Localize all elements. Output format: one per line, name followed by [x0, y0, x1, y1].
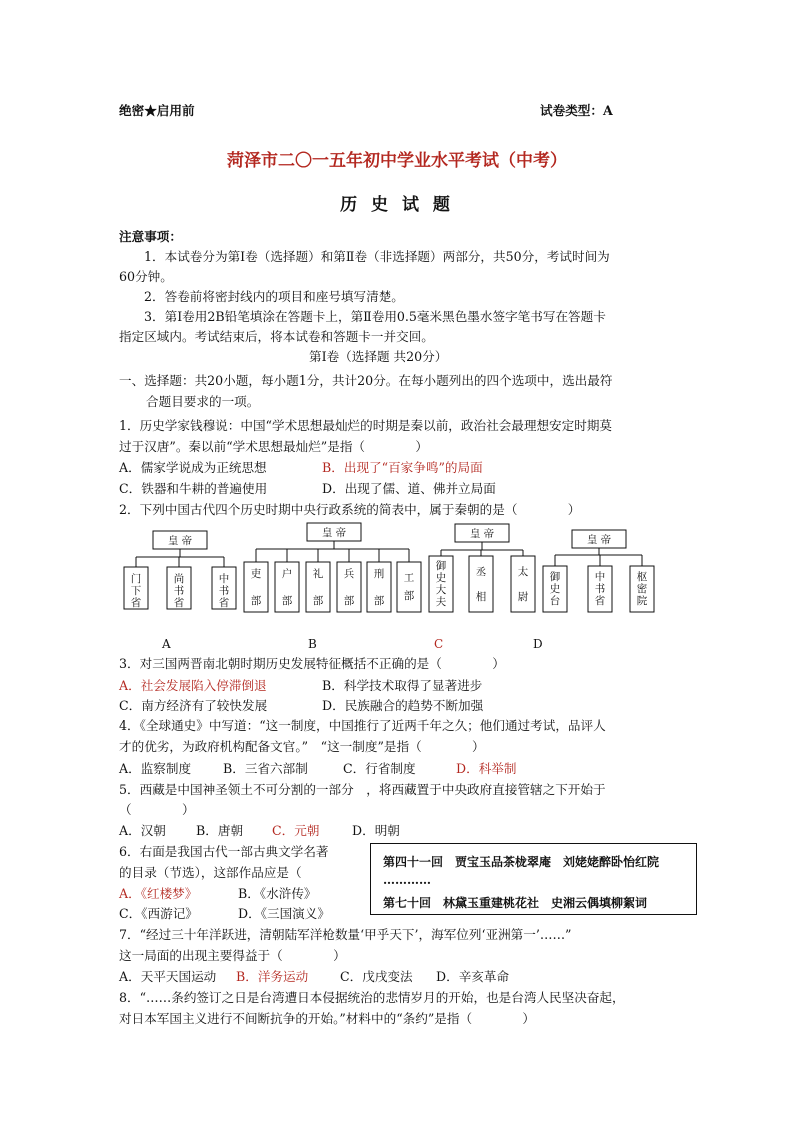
svg-text:御: 御 — [435, 560, 447, 572]
diagram-c-emperor: 皇 帝 — [469, 528, 495, 540]
svg-text:礼: 礼 — [312, 568, 324, 580]
subject-title: 历 史 试 题 — [340, 195, 454, 215]
svg-text:院: 院 — [636, 595, 648, 607]
svg-text:部: 部 — [403, 590, 415, 602]
q3-option-b: B．科学技术取得了显著进步 — [322, 678, 483, 693]
q2-diagrams — [0, 520, 794, 620]
q6-option-a: A．《红楼梦》 — [119, 886, 198, 901]
q2-label-d: D — [533, 637, 543, 651]
q7-stem-line-2: 这一局面的出现主要得益于（ ） — [119, 948, 346, 963]
novel-table-of-contents — [370, 843, 697, 915]
confidential-mark: 绝密★启用前 — [119, 103, 195, 118]
svg-text:台: 台 — [549, 595, 561, 607]
notes-heading: 注意事项： — [119, 229, 182, 244]
svg-text:太: 太 — [517, 566, 529, 578]
q1-stem-line-1: 1．历史学家钱穆说：中国“学术思想最灿烂的时期是秦以前，政治社会最理想安定时期莫 — [119, 418, 613, 433]
svg-text:史: 史 — [549, 583, 561, 595]
q5-option-d: D．明朝 — [352, 823, 400, 838]
q2-stem: 2．下列中国古代四个历史时期中央行政系统的简表中，属于秦朝的是（ ） — [119, 502, 581, 517]
q5-option-a: A．汉朝 — [119, 823, 166, 838]
paper-type: 试卷类型：A — [540, 103, 613, 118]
svg-text:书: 书 — [173, 585, 185, 597]
q2-label-c: C — [434, 637, 444, 651]
svg-text:史: 史 — [435, 572, 447, 584]
svg-text:丞: 丞 — [475, 566, 487, 578]
q6-option-d: D．《三国演义》 — [238, 906, 330, 921]
diagram-b-emperor: 皇 帝 — [321, 527, 347, 539]
note-1-line-2: 60分钟。 — [119, 269, 173, 284]
q8-stem-line-2: 对日本军国主义进行不间断抗争的开始。”材料中的“条约”是指（ ） — [119, 1011, 536, 1026]
q7-option-d: D．辛亥革命 — [436, 969, 510, 984]
q6-stem-line-1: 6．右面是我国古代一部古典文学名著 — [119, 844, 329, 859]
diagram-d-emperor: 皇 帝 — [586, 534, 612, 546]
note-3-line-1: 3．第Ⅰ卷用2B铅笔填涂在答题卡上，第Ⅱ卷用0.5毫米黑色墨水签字笔书写在答题卡 — [144, 309, 606, 324]
section-1-line-2: 合题目要求的一项。 — [146, 394, 260, 409]
diagram-a-emperor: 皇 帝 — [167, 535, 193, 547]
note-3-line-2: 指定区域内。考试结束后，将本试卷和答题卡一并交回。 — [119, 329, 434, 344]
q5-option-b: B．唐朝 — [196, 823, 244, 838]
svg-text:部: 部 — [343, 595, 355, 607]
svg-text:吏: 吏 — [250, 568, 262, 580]
svg-text:书: 书 — [594, 583, 606, 595]
q7-option-c: C．戊戌变法 — [340, 969, 413, 984]
q6-option-c: C．《西游记》 — [119, 906, 198, 921]
q1-option-b: B．出现了“百家争鸣”的局面 — [322, 460, 483, 475]
svg-text:省: 省 — [173, 597, 185, 609]
svg-text:省: 省 — [130, 597, 142, 609]
toc-ellipsis: ………… — [383, 873, 431, 887]
q2-label-b: B — [308, 637, 317, 651]
svg-text:部: 部 — [312, 595, 324, 607]
q2-label-a: A — [162, 637, 171, 651]
q3-option-c: C．南方经济有了较快发展 — [119, 698, 268, 713]
svg-text:部: 部 — [250, 595, 262, 607]
svg-text:密: 密 — [636, 583, 648, 595]
q4-option-d: D．科举制 — [456, 761, 517, 776]
svg-text:枢: 枢 — [636, 571, 648, 583]
section-1-line-1: 一、选择题：共20小题，每小题1分，共计20分。在每小题列出的四个选项中，选出最符 — [119, 373, 613, 388]
q5-option-c: C．元朝 — [272, 823, 320, 838]
q7-option-a: A．天平天国运动 — [119, 969, 217, 984]
note-2: 2．答卷前将密封线内的项目和座号填写清楚。 — [144, 289, 404, 304]
q1-stem-line-2: 过于汉唐”。秦以前“学术思想最灿烂”是指（ ） — [119, 439, 428, 454]
svg-text:夫: 夫 — [435, 596, 447, 608]
svg-text:相: 相 — [475, 591, 487, 603]
svg-text:工: 工 — [403, 572, 415, 584]
svg-text:下: 下 — [130, 585, 142, 597]
q8-stem-line-1: 8．“……条约签订之日是台湾遭日本侵据统治的悲情岁月的开始，也是台湾人民坚决奋起， — [119, 990, 625, 1005]
q4-option-b: B．三省六部制 — [223, 761, 308, 776]
svg-text:省: 省 — [594, 595, 606, 607]
q5-stem-line-1: 5．西藏是中国神圣领土不可分割的一部分 ，将西藏置于中央政府直接管辖之下开始于 — [119, 782, 606, 797]
q6-option-b: B．《水浒传》 — [238, 886, 317, 901]
q1-option-c: C．铁器和牛耕的普遍使用 — [119, 481, 268, 496]
toc-line-1: 第四十一回 贾宝玉品茶栊翠庵 刘姥姥醉卧怡红院 — [383, 855, 660, 869]
q4-option-a: A．监察制度 — [119, 761, 192, 776]
q7-stem-line-1: 7．“经过三十年洋跃进，清朝陆军洋枪数量‘甲乎天下’，海军位列‘亚洲第一’……” — [119, 927, 572, 942]
exam-title: 菏泽市二〇一五年初中学业水平考试（中考） — [227, 151, 567, 171]
q3-stem: 3．对三国两晋南北朝时期历史发展特征概括不正确的是（ ） — [119, 656, 505, 671]
part-1-heading: 第Ⅰ卷（选择题 共20分） — [309, 349, 448, 364]
svg-text:省: 省 — [218, 597, 230, 609]
q4-option-c: C．行省制度 — [343, 761, 416, 776]
svg-text:御: 御 — [549, 571, 561, 583]
svg-text:部: 部 — [281, 595, 293, 607]
svg-text:中: 中 — [594, 571, 606, 583]
toc-line-2: 第七十回 林黛玉重建桃花社 史湘云偶填柳絮词 — [383, 896, 648, 910]
svg-text:中: 中 — [218, 573, 230, 585]
svg-text:书: 书 — [218, 585, 230, 597]
svg-text:部: 部 — [373, 595, 385, 607]
svg-text:刑: 刑 — [373, 568, 385, 580]
q4-stem-line-2: 才的优劣，为政府机构配备文官。” “这一制度”是指（ ） — [119, 739, 485, 754]
q1-option-a: A．儒家学说成为正统思想 — [119, 460, 267, 475]
svg-text:兵: 兵 — [343, 568, 355, 580]
note-1-line-1: 1．本试卷分为第Ⅰ卷（选择题）和第Ⅱ卷（非选择题）两部分，共50分，考试时间为 — [144, 249, 610, 264]
svg-text:尉: 尉 — [517, 591, 529, 603]
q3-option-d: D．民族融合的趋势不断加强 — [322, 698, 484, 713]
svg-text:尚: 尚 — [173, 573, 185, 585]
svg-text:户: 户 — [281, 568, 293, 580]
q5-stem-line-2: （ ） — [119, 802, 195, 817]
svg-text:大: 大 — [435, 584, 447, 596]
q4-stem-line-1: 4．《全球通史》中写道：“这一制度，中国推行了近两千年之久；他们通过考试，品评人 — [119, 718, 606, 733]
q6-stem-line-2: 的目录（节选），这部作品应是（ — [119, 865, 302, 880]
q3-option-a: A．社会发展陷入停滞倒退 — [119, 678, 267, 693]
svg-text:门: 门 — [130, 573, 142, 585]
q1-option-d: D．出现了儒、道、佛并立局面 — [322, 481, 496, 496]
q7-option-b: B．洋务运动 — [236, 969, 309, 984]
